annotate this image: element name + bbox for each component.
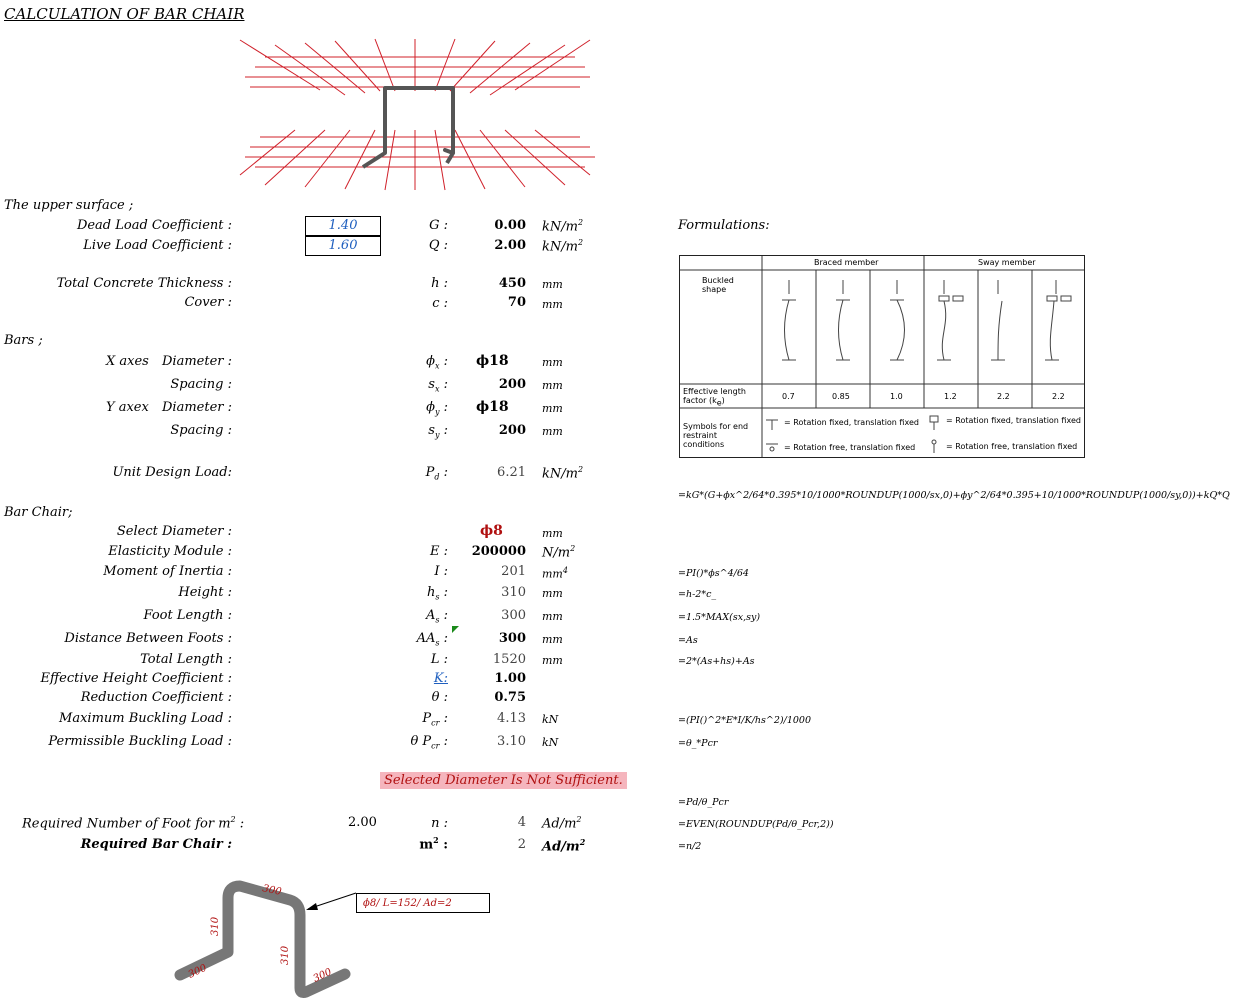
c-value: 70 — [507, 295, 526, 310]
buckled-shapes — [782, 280, 1071, 360]
dim-right-height: 310 — [280, 945, 291, 965]
distance-foots-label: Distance Between Foots : — [64, 631, 232, 646]
factor-1: 0.7 — [782, 392, 795, 401]
x-spacing-label: Spacing : — [170, 377, 232, 392]
eff-height-label: Effective Height Coefficient : — [40, 671, 232, 686]
q-unit: $kN/m^2$ — [542, 238, 584, 255]
l-unit: mm — [542, 654, 563, 667]
c-symbol: c : — [432, 296, 448, 311]
phiy-symbol: $\phi_y$ : — [426, 400, 448, 417]
inertia-label: Moment of Inertia : — [103, 564, 232, 579]
e-unit: $N/m^2$ — [542, 544, 576, 561]
tpcr-value: 3.10 — [497, 734, 526, 749]
g-symbol: G : — [429, 218, 448, 233]
formula-pcr: =(PI()^2*E*I/K/hs^2)/1000 — [678, 715, 811, 726]
page-title: CALCULATION OF BAR CHAIR — [4, 5, 245, 23]
h-unit: mm — [542, 278, 563, 291]
formula-tpcr: =θ_*Pcr — [678, 738, 718, 749]
factor-5: 2.2 — [997, 392, 1010, 401]
hs-value: 310 — [501, 585, 526, 600]
q-value: 2.00 — [494, 238, 526, 253]
n-unit: $Ad/m^2$ — [542, 815, 582, 832]
pd-symbol: $P_d$ : — [425, 465, 448, 482]
e-symbol: E : — [429, 544, 448, 559]
aas-symbol: $AA_s$ : — [416, 631, 448, 648]
select-diameter-label: Select Diameter : — [116, 524, 232, 539]
k-value: 1.00 — [494, 671, 526, 686]
factor-3: 1.0 — [890, 392, 903, 401]
dim-left-height: 310 — [210, 916, 221, 936]
phiy-value: ϕ18 — [476, 399, 509, 415]
upper-surface-heading: The upper surface ; — [4, 198, 134, 213]
live-load-input[interactable]: 1.60 — [305, 236, 381, 256]
sy-value: 200 — [498, 423, 526, 438]
lower-mesh — [240, 130, 595, 190]
aas-unit: mm — [542, 633, 563, 646]
theta-value: 0.75 — [494, 690, 526, 705]
hs-symbol: $h_s$ : — [427, 585, 448, 602]
formula-inertia: =PI()*ϕs^4/64 — [678, 568, 749, 579]
dim-right-foot: 300 — [311, 966, 334, 985]
sx-unit: mm — [542, 379, 563, 392]
eff-length-label: Effective length factor $(k_e)$ — [683, 387, 746, 408]
g-unit: $kN/m^2$ — [542, 218, 584, 235]
g-value: 0.00 — [494, 218, 526, 233]
arrowhead-icon — [306, 903, 318, 910]
select-diameter-unit: mm — [542, 527, 563, 540]
formula-total: =2*(As+hs)+As — [678, 656, 755, 667]
req-chair-label: Required Bar Chair : — [80, 837, 232, 852]
braced-header: Braced member — [814, 258, 879, 267]
formula-height: =h-2*c_ — [678, 589, 717, 600]
formula-distance: =As — [678, 635, 698, 646]
live-load-label: Live Load Coefficient : — [83, 238, 232, 253]
req-foot-label: Required Number of Foot for $m^2$ : — [22, 815, 245, 832]
sy-symbol: $s_y$ : — [428, 423, 448, 440]
formula-pd: =kG*(G+ϕx^2/64*0.395*10/1000*ROUNDUP(1000/sx,0)+ϕy^2/64*0.395+10/1000*ROUNDUP(1000/sy,0))+kQ*Q — [678, 490, 1230, 501]
k-link[interactable]: K: — [433, 671, 448, 686]
y-spacing-label: Spacing : — [170, 423, 232, 438]
thickness-label: Total Concrete Thickness : — [56, 276, 232, 291]
phix-unit: mm — [542, 356, 563, 369]
tpcr-symbol: θ $P_{cr}$ : — [410, 734, 448, 751]
bar-chair-diagram — [170, 870, 510, 1005]
theta-symbol: θ : — [431, 690, 448, 705]
formula-ratio: =Pd/θ_Pcr — [678, 797, 729, 808]
bar-label-box: ϕ8/ L=152/ Ad=2 — [356, 893, 490, 913]
n-value: 4 — [517, 815, 526, 830]
phiy-unit: mm — [542, 402, 563, 415]
total-length-label: Total Length : — [140, 652, 232, 667]
formula-m2: =n/2 — [678, 841, 702, 852]
tpcr-unit: kN — [542, 736, 559, 749]
formulations-heading: Formulations: — [678, 218, 770, 233]
as-value: 300 — [501, 608, 526, 623]
formula-foot: =1.5*MAX(sx,sy) — [678, 612, 761, 623]
h-value: 450 — [498, 276, 526, 291]
select-diameter-value[interactable]: ϕ8 — [480, 523, 503, 539]
elasticity-label: Elasticity Module : — [108, 544, 232, 559]
bars-heading: Bars ; — [4, 333, 43, 348]
mesh-chair-illustration — [235, 35, 600, 195]
factor-4: 1.2 — [944, 392, 957, 401]
l-symbol: L : — [430, 652, 448, 667]
bar-chair-heading: Bar Chair; — [4, 505, 73, 520]
i-value: 201 — [501, 564, 526, 579]
symbol-desc-2: = Rotation fixed, translation fixed — [946, 416, 1081, 425]
max-buckling-label: Maximum Buckling Load : — [59, 711, 232, 726]
q-symbol: Q : — [428, 238, 448, 253]
unit-design-load-label: Unit Design Load: — [112, 465, 232, 480]
reduction-label: Reduction Coefficient : — [80, 690, 232, 705]
m2-unit: $Ad/m^2$ — [542, 837, 586, 855]
i-symbol: I : — [434, 564, 448, 579]
pd-value: 6.21 — [497, 465, 526, 480]
y-diameter-label: Diameter : — [162, 400, 232, 415]
factor-6: 2.2 — [1052, 392, 1065, 401]
insufficient-warning: Selected Diameter Is Not Sufficient. — [380, 772, 627, 789]
h-symbol: h : — [431, 276, 448, 291]
foot-length-label: Foot Length : — [143, 608, 232, 623]
sx-symbol: $s_x$ : — [428, 377, 448, 394]
hs-unit: mm — [542, 587, 563, 600]
phix-symbol: $\phi_x$ : — [426, 354, 448, 371]
as-unit: mm — [542, 610, 563, 623]
c-unit: mm — [542, 298, 563, 311]
comment-indicator-icon — [452, 626, 460, 634]
req-foot-ratio: 2.00 — [348, 815, 377, 830]
pd-unit: $kN/m^2$ — [542, 465, 584, 482]
symbol-desc-4: = Rotation free, translation fixed — [946, 442, 1078, 451]
dim-top: 300 — [261, 883, 283, 898]
l-value: 1520 — [492, 652, 526, 667]
sx-value: 200 — [498, 377, 526, 392]
buckling-table — [679, 255, 1085, 458]
aas-value: 300 — [498, 631, 526, 646]
n-symbol: n : — [431, 816, 448, 831]
m2-value: 2 — [517, 837, 526, 852]
x-diameter-label: Diameter : — [162, 354, 232, 369]
symbol-desc-1: = Rotation fixed, translation fixed — [784, 418, 919, 427]
formula-n: =EVEN(ROUNDUP(Pd/θ_Pcr,2)) — [678, 819, 834, 830]
dead-load-input[interactable]: 1.40 — [305, 216, 381, 236]
e-value: 200000 — [471, 544, 526, 559]
dead-load-label: Dead Load Coefficient : — [76, 218, 232, 233]
factor-2: 0.85 — [832, 392, 850, 401]
as-symbol: $A_s$ : — [425, 608, 448, 625]
sway-header: Sway member — [978, 258, 1036, 267]
dim-left-foot: 300 — [186, 962, 209, 981]
pcr-symbol: $P_{cr}$ : — [422, 711, 448, 728]
symbol-desc-3: = Rotation free, translation fixed — [784, 443, 916, 452]
y-axes-label: Y axex — [106, 400, 149, 415]
perm-buckling-label: Permissible Buckling Load : — [48, 734, 232, 749]
x-axes-label: X axes — [106, 354, 149, 369]
pcr-value: 4.13 — [497, 711, 526, 726]
buckled-shape-label: Buckled shape — [702, 276, 734, 294]
sy-unit: mm — [542, 425, 563, 438]
pcr-unit: kN — [542, 713, 559, 726]
cover-label: Cover : — [184, 295, 232, 310]
phix-value: ϕ18 — [476, 353, 509, 369]
height-label: Height : — [178, 585, 232, 600]
m2-symbol: $m^2$ : — [419, 835, 448, 853]
i-unit: $mm^4$ — [542, 566, 568, 581]
symbols-label: Symbols for end restraint conditions — [683, 422, 749, 449]
